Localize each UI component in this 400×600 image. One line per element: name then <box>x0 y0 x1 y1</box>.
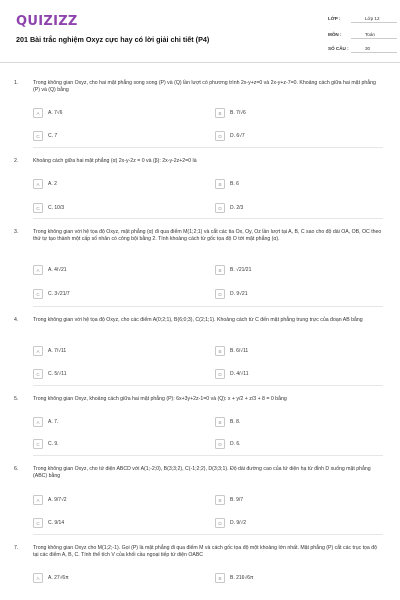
meta-value: Toán <box>365 32 375 37</box>
document-header <box>0 0 400 62</box>
option-text: A. 27√6π <box>48 575 69 581</box>
option-text: B. 9/7 <box>230 497 244 503</box>
option-text: C. 9. <box>48 441 59 447</box>
question-divider <box>33 306 383 307</box>
meta-value: Lớp 12 <box>365 16 380 21</box>
meta-label: LỚP : <box>328 16 341 21</box>
option-letter-box: C <box>33 439 43 449</box>
question-text: Trong không gian Oxyz, khoảng cách giữa hai mặt phẳng (P): 6x+3y+2z-1=0 và (Q): x + y/2 + z/3 + 8 = 0 bằng <box>33 396 287 402</box>
option-text: A. 9/7√2 <box>48 497 67 503</box>
option-letter-box: D <box>215 131 225 141</box>
option-text: D. 6. <box>230 441 241 447</box>
option-letter-box: A <box>33 108 43 118</box>
question-number: 1. <box>14 80 19 86</box>
question-divider <box>33 455 383 456</box>
question-number: 3. <box>14 229 19 235</box>
option-letter-box: D <box>215 289 225 299</box>
option-text: B. 6/√11 <box>230 348 249 354</box>
option-text: B. 7/√6 <box>230 110 246 116</box>
question-text: Trong không gian với hệ tọa độ Oxyz, mặt phẳng (α) đi qua điểm M(1;2;1) và cắt các tia Ox, Oy, Oz lần lượt tại A, B, C sao cho độ dài OA, OB, OC theo thứ tự tạo thành một cấp số nhân có công bội bằng 2. Tính khoảng cách từ gốc tọa độ O tới mặt phẳng (α). <box>33 229 382 243</box>
option-letter-box: C <box>33 289 43 299</box>
option-letter-box: B <box>215 573 225 583</box>
option-text: A. 4/√21 <box>48 267 67 273</box>
option-text: D. 2/3 <box>230 205 244 211</box>
question-divider <box>33 385 383 386</box>
option-text: D. 9/√2 <box>230 520 247 526</box>
question-text: Trong không gian với hệ tọa độ Oxyz, cho các điểm A(0;2;1), B(6;0;3), C(2;1;1). Khoảng cách từ C đến mặt phẳng trung trực của đoạn AB bằng <box>33 317 363 323</box>
option-letter-box: D <box>215 439 225 449</box>
option-text: D. 6√7 <box>230 133 245 139</box>
question-number: 2. <box>14 158 19 164</box>
option-text: B. 8. <box>230 419 241 425</box>
option-text: C. 10/3 <box>48 205 65 211</box>
option-text: A. 2 <box>48 181 57 187</box>
quizizz-logo: QUIZIZZ <box>16 14 78 29</box>
question-text: Trong không gian Oxyz, cho tứ diện ABCD với A(1;-2;0), B(3;3;2), C(-1;2;2), D(3;3;1). Độ dài đường cao của tứ diện hạ từ đỉnh D xuống mặt phẳng (ABC) bằng <box>33 466 371 480</box>
option-letter-box: C <box>33 203 43 213</box>
option-text: A. 7. <box>48 419 59 425</box>
option-letter-box: A <box>33 417 43 427</box>
option-letter-box: B <box>215 179 225 189</box>
option-text: C. 3√21/7 <box>48 291 70 297</box>
option-text: A. 7√6 <box>48 110 63 116</box>
question-divider <box>33 534 383 535</box>
meta-label: SỐ CÂU : <box>328 46 349 51</box>
meta-line <box>351 46 397 53</box>
meta-label: MÔN : <box>328 32 342 37</box>
header-divider <box>0 62 400 63</box>
question-divider <box>33 147 383 148</box>
question-number: 4. <box>14 317 19 323</box>
option-text: C. 9/14 <box>48 520 65 526</box>
option-letter-box: A <box>33 179 43 189</box>
option-letter-box: B <box>215 495 225 505</box>
option-letter-box: B <box>215 417 225 427</box>
question-divider <box>33 218 383 219</box>
option-letter-box: D <box>215 369 225 379</box>
option-letter-box: D <box>215 518 225 528</box>
question-number: 6. <box>14 466 19 472</box>
option-letter-box: A <box>33 573 43 583</box>
option-text: C. 7 <box>48 133 58 139</box>
option-letter-box: A <box>33 495 43 505</box>
option-text: D. 9√21 <box>230 291 248 297</box>
question-text: Khoảng cách giữa hai mặt phẳng (α) 2x-y-2z = 0 và (β): 2x-y-2z+2=0 là <box>33 158 197 164</box>
option-letter-box: C <box>33 369 43 379</box>
option-letter-box: C <box>33 131 43 141</box>
option-text: C. 5/√11 <box>48 371 67 377</box>
document-title: 201 Bài trắc nghiệm Oxyz cực hay có lời giải chi tiết (P4) <box>16 35 210 44</box>
option-letter-box: C <box>33 518 43 528</box>
question-text: Trong không gian Oxyz cho M(1;2;-1). Gọi (P) là mặt phẳng đi qua điểm M và cách gốc tọa độ một khoảng lớn nhất. Mặt phẳng (P) cắt các trục tọa độ tại các điểm A, B, C. Tính thể tích V của khối cầu ngoại tiếp tứ diện OABC <box>33 545 378 559</box>
question-text: Trong không gian Oxyz, cho hai mặt phẳng song song (P) và (Q) lần lượt có phương trình 2x-y+z=0 và 2x-y+z-7=0. Khoảng cách giữa hai mặt phẳng (P) và (Q) bằng <box>33 80 376 94</box>
option-text: B. √21/21 <box>230 267 252 273</box>
option-letter-box: A <box>33 265 43 275</box>
option-letter-box: B <box>215 108 225 118</box>
option-text: D. 4/√11 <box>230 371 249 377</box>
option-text: B. 216√6π <box>230 575 254 581</box>
option-letter-box: B <box>215 265 225 275</box>
option-letter-box: A <box>33 346 43 356</box>
option-letter-box: D <box>215 203 225 213</box>
option-letter-box: B <box>215 346 225 356</box>
option-text: A. 7/√11 <box>48 348 67 354</box>
question-number: 7. <box>14 545 19 551</box>
meta-value: 30 <box>365 46 371 51</box>
option-text: B. 6 <box>230 181 239 187</box>
question-number: 5. <box>14 396 19 402</box>
